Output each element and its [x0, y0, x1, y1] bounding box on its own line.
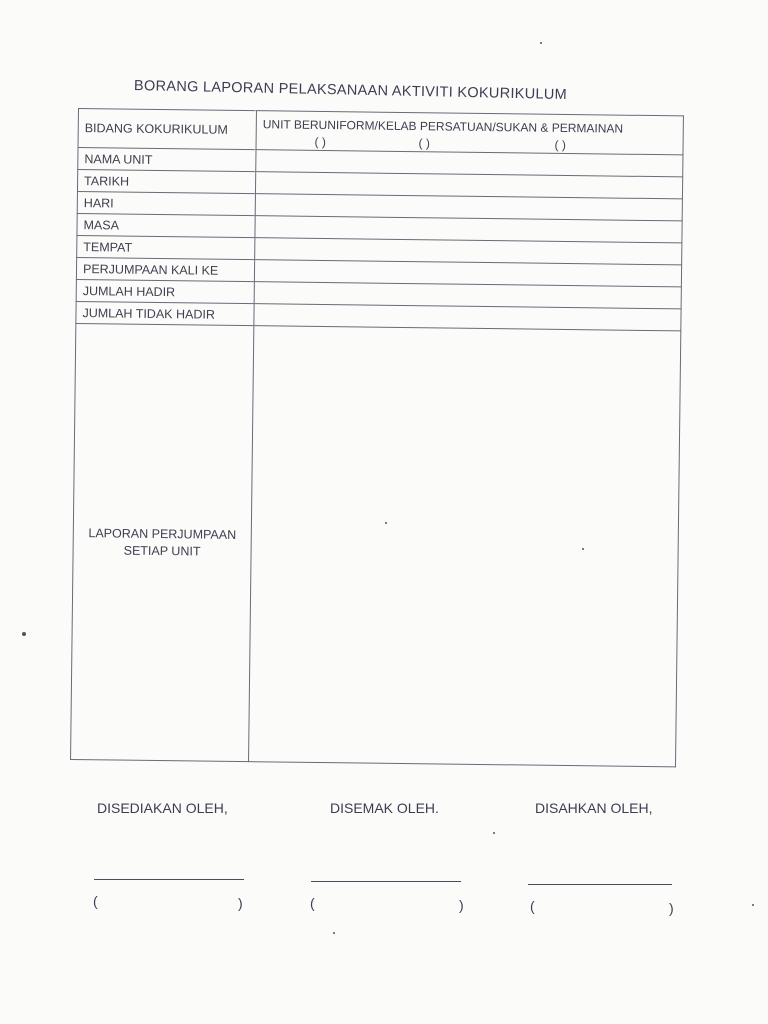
field-label: MASA — [77, 213, 255, 237]
header-paren-1: ( ) — [314, 134, 327, 150]
field-label: PERJUMPAAN KALI KE — [76, 257, 254, 281]
prepared-by-signature-line[interactable] — [94, 879, 244, 880]
report-label-cell — [71, 323, 254, 761]
prepared-by-block — [97, 800, 297, 816]
field-label: TARIKH — [77, 170, 255, 194]
checked-by-open-paren: ( — [310, 895, 315, 911]
report-label-line1: LAPORAN PERJUMPAAN — [88, 525, 237, 542]
checked-by-close-paren: ) — [459, 897, 464, 913]
header-paren-2: ( ) — [418, 136, 431, 151]
field-label: HARI — [77, 191, 255, 215]
field-label: TEMPAT — [77, 235, 255, 259]
scan-speck — [582, 548, 584, 550]
approved-by-open-paren: ( — [530, 898, 535, 914]
scan-speck — [22, 632, 26, 636]
prepared-by-close-paren: ) — [238, 895, 243, 911]
checked-by-block — [330, 800, 530, 816]
header-left-cell — [78, 109, 256, 150]
header-right-cell — [256, 111, 683, 155]
scan-speck — [752, 904, 754, 906]
report-row — [71, 323, 681, 766]
field-label: JUMLAH HADIR — [76, 279, 254, 303]
field-label: JUMLAH TIDAK HADIR — [76, 301, 254, 325]
checked-by-signature-line[interactable] — [311, 881, 461, 882]
checked-by-label: DISEMAK OLEH. — [330, 800, 439, 816]
approved-by-close-paren: ) — [669, 900, 674, 916]
header-right-label: UNIT BERUNIFORM/KELAB PERSATUAN/SUKAN & PERMAINAN — [262, 117, 624, 136]
approved-by-signature-line[interactable] — [528, 884, 672, 885]
approved-by-label: DISAHKAN OLEH, — [535, 800, 653, 816]
header-left-label: BIDANG KOKURIKULUM — [84, 121, 228, 137]
prepared-by-label: DISEDIAKAN OLEH, — [97, 800, 228, 816]
scan-speck — [333, 932, 335, 934]
approved-by-block — [535, 800, 735, 816]
header-paren-3: ( ) — [554, 137, 566, 152]
scan-speck — [540, 42, 542, 44]
scan-speck — [493, 832, 495, 834]
report-label-line2: SETIAP UNIT — [123, 543, 201, 559]
form-title: BORANG LAPORAN PELAKSANAAN AKTIVITI KOKURIKULUM — [133, 78, 568, 104]
form-table — [70, 108, 684, 767]
prepared-by-open-paren: ( — [93, 893, 98, 909]
scan-speck — [385, 522, 387, 524]
field-label: NAMA UNIT — [78, 148, 256, 172]
report-value-area[interactable] — [249, 326, 681, 767]
